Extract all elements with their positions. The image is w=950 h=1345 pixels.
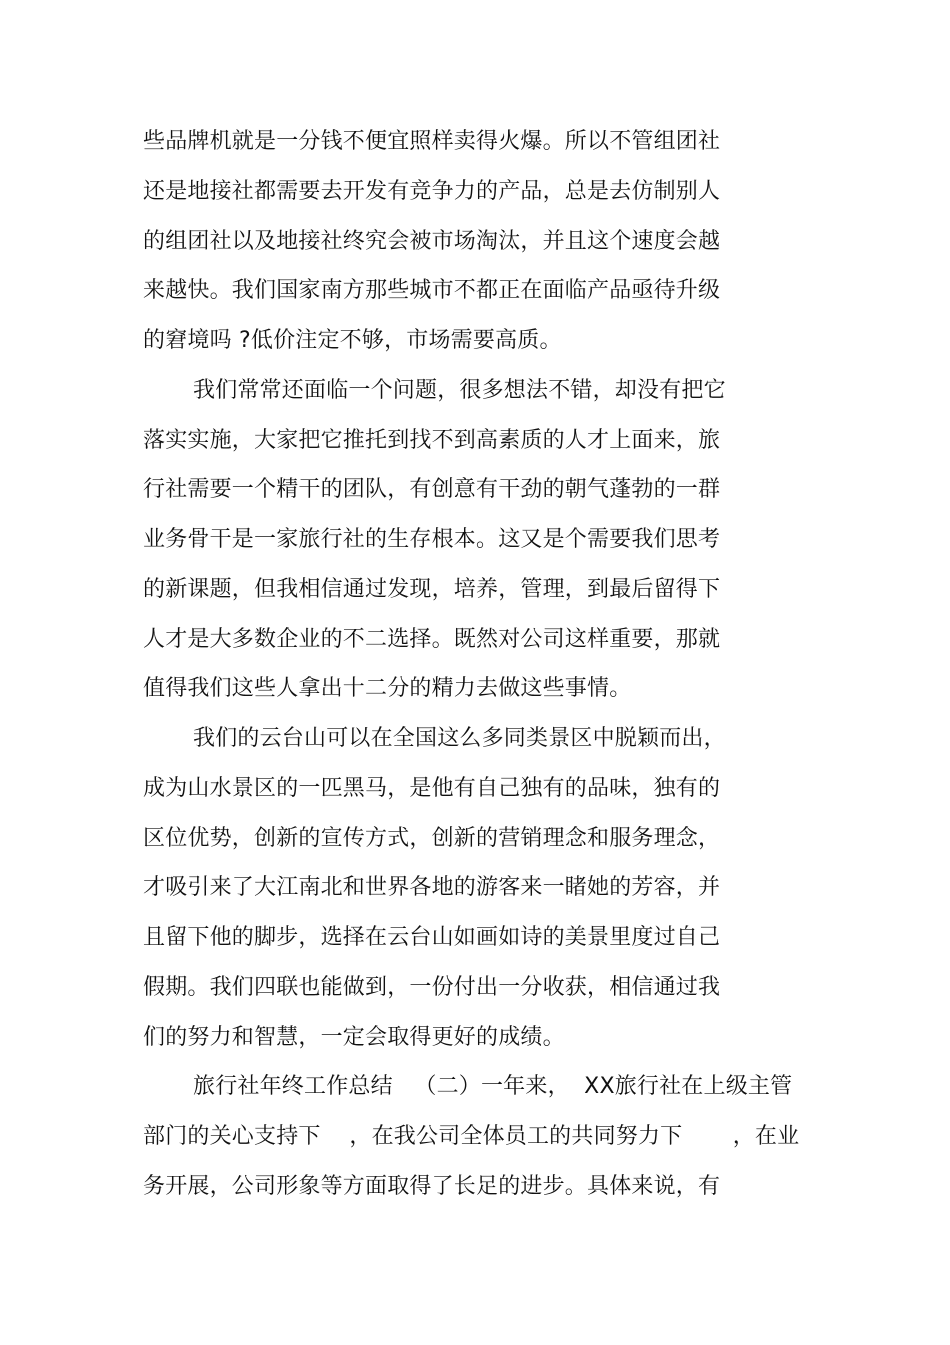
text-line: 来越快。我们国家南方那些城市不都正在面临产品亟待升级 — [143, 278, 721, 303]
text-line: 们的努力和智慧，一定会取得更好的成绩。 — [143, 1025, 565, 1050]
text-line: 才吸引来了大江南北和世界各地的游客来一睹她的芳容，并 — [143, 875, 721, 900]
text-line: 成为山水景区的一匹黑马，是他有自己独有的品味，独有的 — [143, 776, 721, 801]
text-line: 还是地接社都需要去开发有竞争力的产品，总是去仿制别人 — [143, 179, 721, 204]
text-line: 些品牌机就是一分钱不便宜照样卖得火爆。所以不管组团社 — [143, 129, 721, 154]
text-line: 落实实施，大家把它推托到找不到高素质的人才上面来，旅 — [143, 428, 721, 453]
text-line: 的新课题，但我相信通过发现，培养，管理，到最后留得下 — [143, 577, 721, 602]
text-line: 业务骨干是一家旅行社的生存根本。这又是个需要我们思考 — [143, 527, 721, 552]
text-line: 区位优势，创新的宣传方式，创新的营销理念和服务理念， — [143, 826, 721, 851]
text-line: 行社需要一个精干的团队，有创意有干劲的朝气蓬勃的一群 — [143, 477, 721, 502]
text-line: 的组团社以及地接社终究会被市场淘汰，并且这个速度会越 — [143, 229, 721, 254]
text-line: 且留下他的脚步，选择在云台山如画如诗的美景里度过自己 — [143, 925, 721, 950]
text-line: 部门的关心支持下 ，在我公司全体员工的共同努力下 ，在业 — [143, 1124, 800, 1149]
text-line: 假期。我们四联也能做到，一份付出一分收获，相信通过我 — [143, 975, 721, 1000]
paragraph-first-line: 旅行社年终工作总结 （二）一年来， XX旅行社在上级主管 — [193, 1074, 793, 1099]
text-line: 的窘境吗 ?低价注定不够，市场需要高质。 — [143, 328, 562, 353]
text-line: 人才是大多数企业的不二选择。既然对公司这样重要，那就 — [143, 627, 721, 652]
text-line: 务开展，公司形象等方面取得了长足的进步。具体来说，有 — [143, 1174, 721, 1199]
text-line: 值得我们这些人拿出十二分的精力去做这些事情。 — [143, 676, 632, 701]
paragraph-first-line: 我们常常还面临一个问题，很多想法不错，却没有把它 — [193, 378, 726, 403]
paragraph-first-line: 我们的云台山可以在全国这么多同类景区中脱颖而出， — [193, 726, 726, 751]
